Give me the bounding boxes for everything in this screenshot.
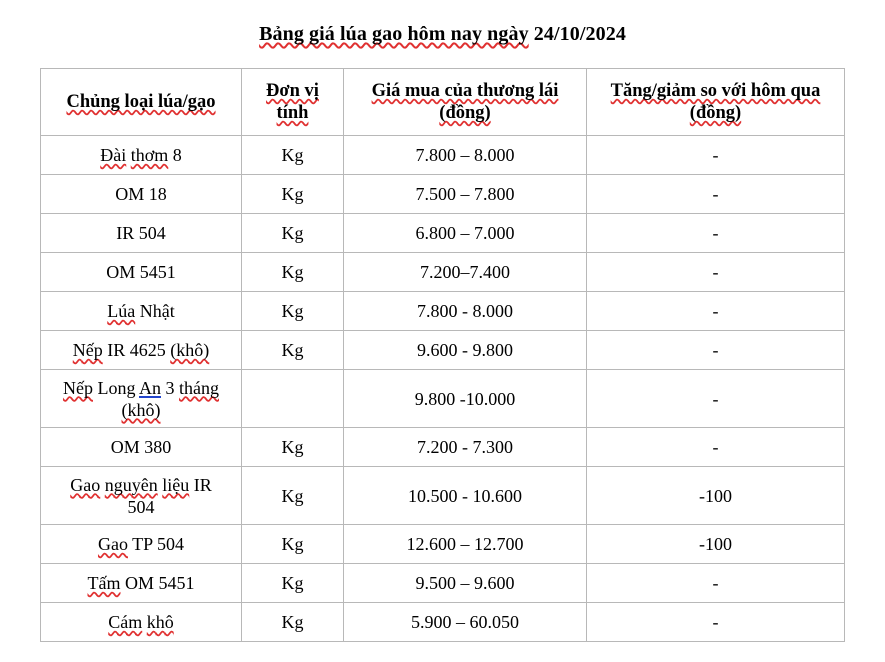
- cell-change: -: [587, 370, 845, 428]
- cell-price: 7.500 – 7.800: [344, 175, 587, 214]
- cell-rice-type-line1: Lúa Nhật: [107, 301, 175, 321]
- cell-unit: Kg: [242, 292, 344, 331]
- cell-price: 9.500 – 9.600: [344, 564, 587, 603]
- cell-unit: Kg: [242, 331, 344, 370]
- cell-unit: Kg: [242, 467, 344, 525]
- cell-unit: Kg: [242, 603, 344, 642]
- cell-price: 9.600 - 9.800: [344, 331, 587, 370]
- table-row: [41, 253, 845, 292]
- cell-rice-type: [41, 136, 242, 175]
- cell-change: -: [587, 428, 845, 467]
- table-row: [41, 175, 845, 214]
- table-row: [41, 331, 845, 370]
- cell-rice-type-line1: Gao TP 504: [97, 534, 184, 554]
- page-title-date-text: 24/10/2024: [528, 23, 626, 45]
- cell-price: 7.800 - 8.000: [344, 292, 587, 331]
- table-header-row: [41, 69, 845, 136]
- table-row: [41, 136, 845, 175]
- table-row: [41, 467, 845, 525]
- table-header: [41, 69, 845, 136]
- cell-change: -: [587, 292, 845, 331]
- page-title-spellchecked-text: Bảng giá lúa gao hôm nay ngày: [259, 23, 529, 45]
- column-header-price-line2: (đồng): [439, 103, 491, 123]
- column-header-unit-line2: tính: [276, 103, 309, 123]
- cell-price: 12.600 – 12.700: [344, 525, 587, 564]
- cell-rice-type: [41, 564, 242, 603]
- table-row: [41, 214, 845, 253]
- cell-unit: Kg: [242, 136, 344, 175]
- table-body: [41, 136, 845, 642]
- cell-change: -: [587, 603, 845, 642]
- rice-price-table: [40, 68, 845, 642]
- cell-unit: Kg: [242, 525, 344, 564]
- cell-change: -: [587, 175, 845, 214]
- cell-rice-type-line1: Cám khô: [108, 612, 174, 632]
- cell-rice-type-line1: OM 380: [110, 437, 172, 457]
- column-header-change-line2: (đồng): [689, 103, 742, 123]
- cell-rice-type-line2: (khô): [121, 399, 161, 420]
- cell-price: 7.200–7.400: [344, 253, 587, 292]
- cell-price: 5.900 – 60.050: [344, 603, 587, 642]
- table-row: [41, 564, 845, 603]
- column-header-unit: [242, 69, 344, 136]
- column-header-type: [41, 69, 242, 136]
- page-title: [0, 22, 885, 46]
- table-row: [41, 525, 845, 564]
- cell-unit: Kg: [242, 564, 344, 603]
- cell-rice-type-line2: 504: [127, 496, 155, 517]
- cell-rice-type: [41, 175, 242, 214]
- cell-rice-type-line1: Đài thơm 8: [100, 145, 182, 165]
- cell-change: -100: [587, 467, 845, 525]
- cell-rice-type: [41, 603, 242, 642]
- price-table-container: [40, 68, 844, 642]
- cell-price: 6.800 – 7.000: [344, 214, 587, 253]
- cell-unit: [242, 370, 344, 428]
- cell-rice-type-line1: Tấm OM 5451: [87, 573, 195, 593]
- column-header-change-line1: Tăng/giảm so với hôm qua: [610, 81, 821, 101]
- cell-change: -: [587, 214, 845, 253]
- cell-rice-type-line1: OM 18: [115, 184, 167, 204]
- cell-change: -: [587, 136, 845, 175]
- cell-rice-type: [41, 467, 242, 525]
- cell-rice-type: [41, 428, 242, 467]
- column-header-price: [344, 69, 587, 136]
- cell-change: -: [587, 564, 845, 603]
- cell-rice-type: [41, 253, 242, 292]
- table-row: [41, 370, 845, 428]
- cell-rice-type-line1: Gao nguyên liệu IR: [70, 474, 212, 495]
- cell-rice-type-line1: Nếp Long An 3 tháng: [62, 377, 219, 398]
- column-header-type-label: Chủng loại lúa/gạo: [66, 92, 216, 112]
- cell-price: 7.200 - 7.300: [344, 428, 587, 467]
- cell-rice-type: [41, 370, 242, 428]
- cell-price: 9.800 -10.000: [344, 370, 587, 428]
- column-header-change: [587, 69, 845, 136]
- cell-rice-type: [41, 292, 242, 331]
- cell-change: -: [587, 253, 845, 292]
- cell-rice-type-line1: Nếp IR 4625 (khô): [72, 340, 210, 360]
- cell-change: -100: [587, 525, 845, 564]
- cell-price: 7.800 – 8.000: [344, 136, 587, 175]
- cell-unit: Kg: [242, 175, 344, 214]
- table-row: [41, 428, 845, 467]
- table-row: [41, 292, 845, 331]
- cell-rice-type: [41, 214, 242, 253]
- cell-unit: Kg: [242, 214, 344, 253]
- cell-rice-type-line1: OM 5451: [106, 262, 176, 282]
- table-row: [41, 603, 845, 642]
- cell-unit: Kg: [242, 253, 344, 292]
- cell-rice-type: [41, 525, 242, 564]
- cell-change: -: [587, 331, 845, 370]
- cell-rice-type-line1: IR 504: [116, 223, 166, 243]
- cell-unit: Kg: [242, 428, 344, 467]
- cell-price: 10.500 - 10.600: [344, 467, 587, 525]
- cell-rice-type: [41, 331, 242, 370]
- column-header-price-line1: Giá mua của thương lái: [371, 81, 559, 101]
- column-header-unit-line1: Đơn vị: [266, 81, 319, 101]
